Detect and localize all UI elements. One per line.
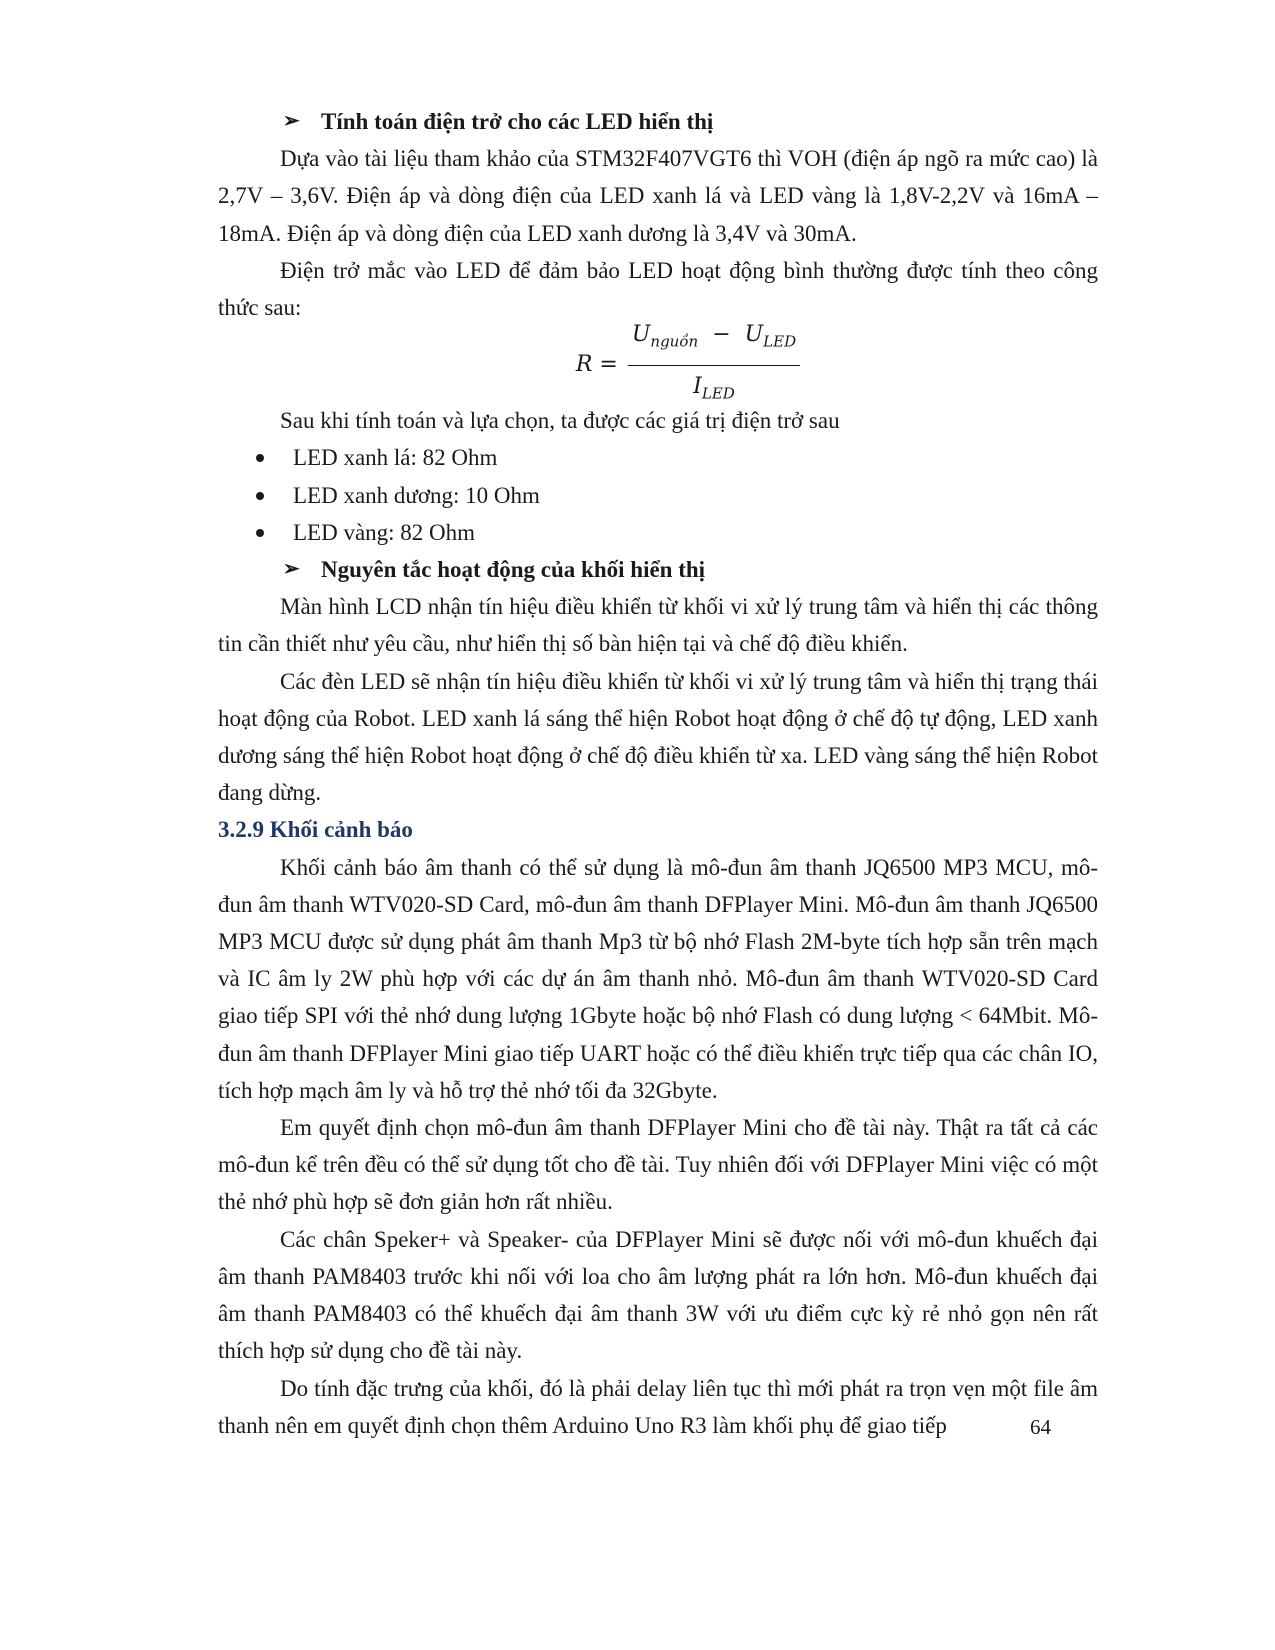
list-item: LED vàng: 82 Ohm bbox=[218, 514, 1098, 551]
subheading-display-principle bbox=[218, 551, 1098, 588]
arrow-bullet-icon: ➢ bbox=[283, 558, 300, 581]
formula-lhs: R = bbox=[575, 351, 618, 377]
list-item: LED xanh lá: 82 Ohm bbox=[218, 439, 1098, 476]
paragraph: Khối cảnh báo âm thanh có thể sử dụng là mô-đun âm thanh JQ6500 MP3 MCU, mô-đun âm thanh WTV020-SD Card, mô-đun âm thanh DFPlayer Mini. Mô-đun âm thanh JQ6500 MP3 MCU được sử dụng phát âm thanh Mp3 từ bộ nhớ Flash 2M-byte tích hợp sẵn trên mạch và IC âm ly 2W phù hợp với các dự án âm thanh nhỏ. Mô-đun âm thanh WTV020-SD Card giao tiếp SPI với thẻ nhớ dung lượng 1Gbyte hoặc bộ nhớ Flash có dung lượng < 64Mbit. Mô-đun âm thanh DFPlayer Mini giao tiếp UART hoặc có thể điều khiển trực tiếp qua các chân IO, tích hợp mạch âm ly và hỗ trợ thẻ nhớ tối đa 32Gbyte. bbox=[218, 854, 1098, 1103]
list-item: LED xanh dương: 10 Ohm bbox=[218, 477, 1098, 514]
page-number: 64 bbox=[1030, 1415, 1051, 1439]
subheading-text: Tính toán điện trở cho các LED hiển thị bbox=[321, 109, 714, 134]
bullet-dot-icon bbox=[256, 492, 264, 500]
subheading-led-resistor bbox=[218, 103, 1098, 140]
paragraph: Màn hình LCD nhận tín hiệu điều khiển từ khối vi xử lý trung tâm và hiển thị các thông tin cần thiết như yêu cầu, như hiển thị số bàn hiện tại và chế độ điều khiển. bbox=[218, 594, 1098, 657]
paragraph: Các chân Speker+ và Speaker- của DFPlayer Mini sẽ được nối với mô-đun khuếch đại âm thanh PAM8403 trước khi nối với loa cho âm lượng phát ra lớn hơn. Mô-đun khuếch đại âm thanh PAM8403 có thể khuếch đại âm thanh 3W với ưu điểm cực kỳ rẻ nhỏ gọn nên rất thích hợp sử dụng cho đề tài này. bbox=[218, 1226, 1098, 1364]
paragraph: Điện trở mắc vào LED để đảm bảo LED hoạt động bình thường được tính theo công thức sau: bbox=[218, 257, 1098, 321]
section-heading: 3.2.9 Khối cảnh báo bbox=[218, 817, 413, 843]
resistor-value-list bbox=[218, 439, 1098, 551]
paragraph: Sau khi tính toán và lựa chọn, ta được các giá trị điện trở sau bbox=[280, 408, 840, 434]
arrow-bullet-icon: ➢ bbox=[283, 110, 300, 132]
bullet-dot-icon bbox=[256, 529, 264, 537]
paragraph: Do tính đặc trưng của khối, đó là phải delay liên tục thì mới phát ra trọn vẹn một file âm thanh nên em quyết định chọn thêm Arduino Uno R3 làm khối phụ để giao tiếp bbox=[218, 1375, 1098, 1438]
bullet-dot-icon bbox=[256, 454, 264, 462]
page-content bbox=[218, 103, 1098, 1444]
formula-fraction bbox=[628, 316, 800, 412]
paragraph: Dựa vào tài liệu tham khảo của STM32F407VGT6 thì VOH (điện áp ngõ ra mức cao) là 2,7V – 3,6V. Điện áp và dòng điện của LED xanh lá và LED vàng là 1,8V-2,2V và 16mA – 18mA. Điện áp và dòng điện của LED xanh dương là 3,4V và 30mA. bbox=[218, 146, 1098, 246]
formula-numerator: $U_{nguồn} - U_{LED}$ bbox=[628, 316, 800, 366]
formula-denominator: $I_{LED}$ bbox=[693, 373, 735, 403]
resistor-formula bbox=[218, 322, 1098, 403]
paragraph: Em quyết định chọn mô-đun âm thanh DFPlayer Mini cho đề tài này. Thật ra tất cả các mô-đun kể trên đều có thể sử dụng tốt cho đề tài. Tuy nhiên đối với DFPlayer Mini việc có một thẻ nhớ phù hợp sẽ đơn giản hơn rất nhiều. bbox=[218, 1115, 1098, 1215]
subheading-text: Nguyên tắc hoạt động của khối hiển thị bbox=[321, 557, 706, 583]
paragraph: Các đèn LED sẽ nhận tín hiệu điều khiển từ khối vi xử lý trung tâm và hiển thị trạng thái hoạt động của Robot. LED xanh lá sáng thể hiện Robot hoạt động ở chế độ tự động, LED xanh dương sáng thể hiện Robot hoạt động ở chế độ điều khiển từ xa. LED vàng sáng thể hiện Robot đang dừng. bbox=[218, 668, 1098, 806]
